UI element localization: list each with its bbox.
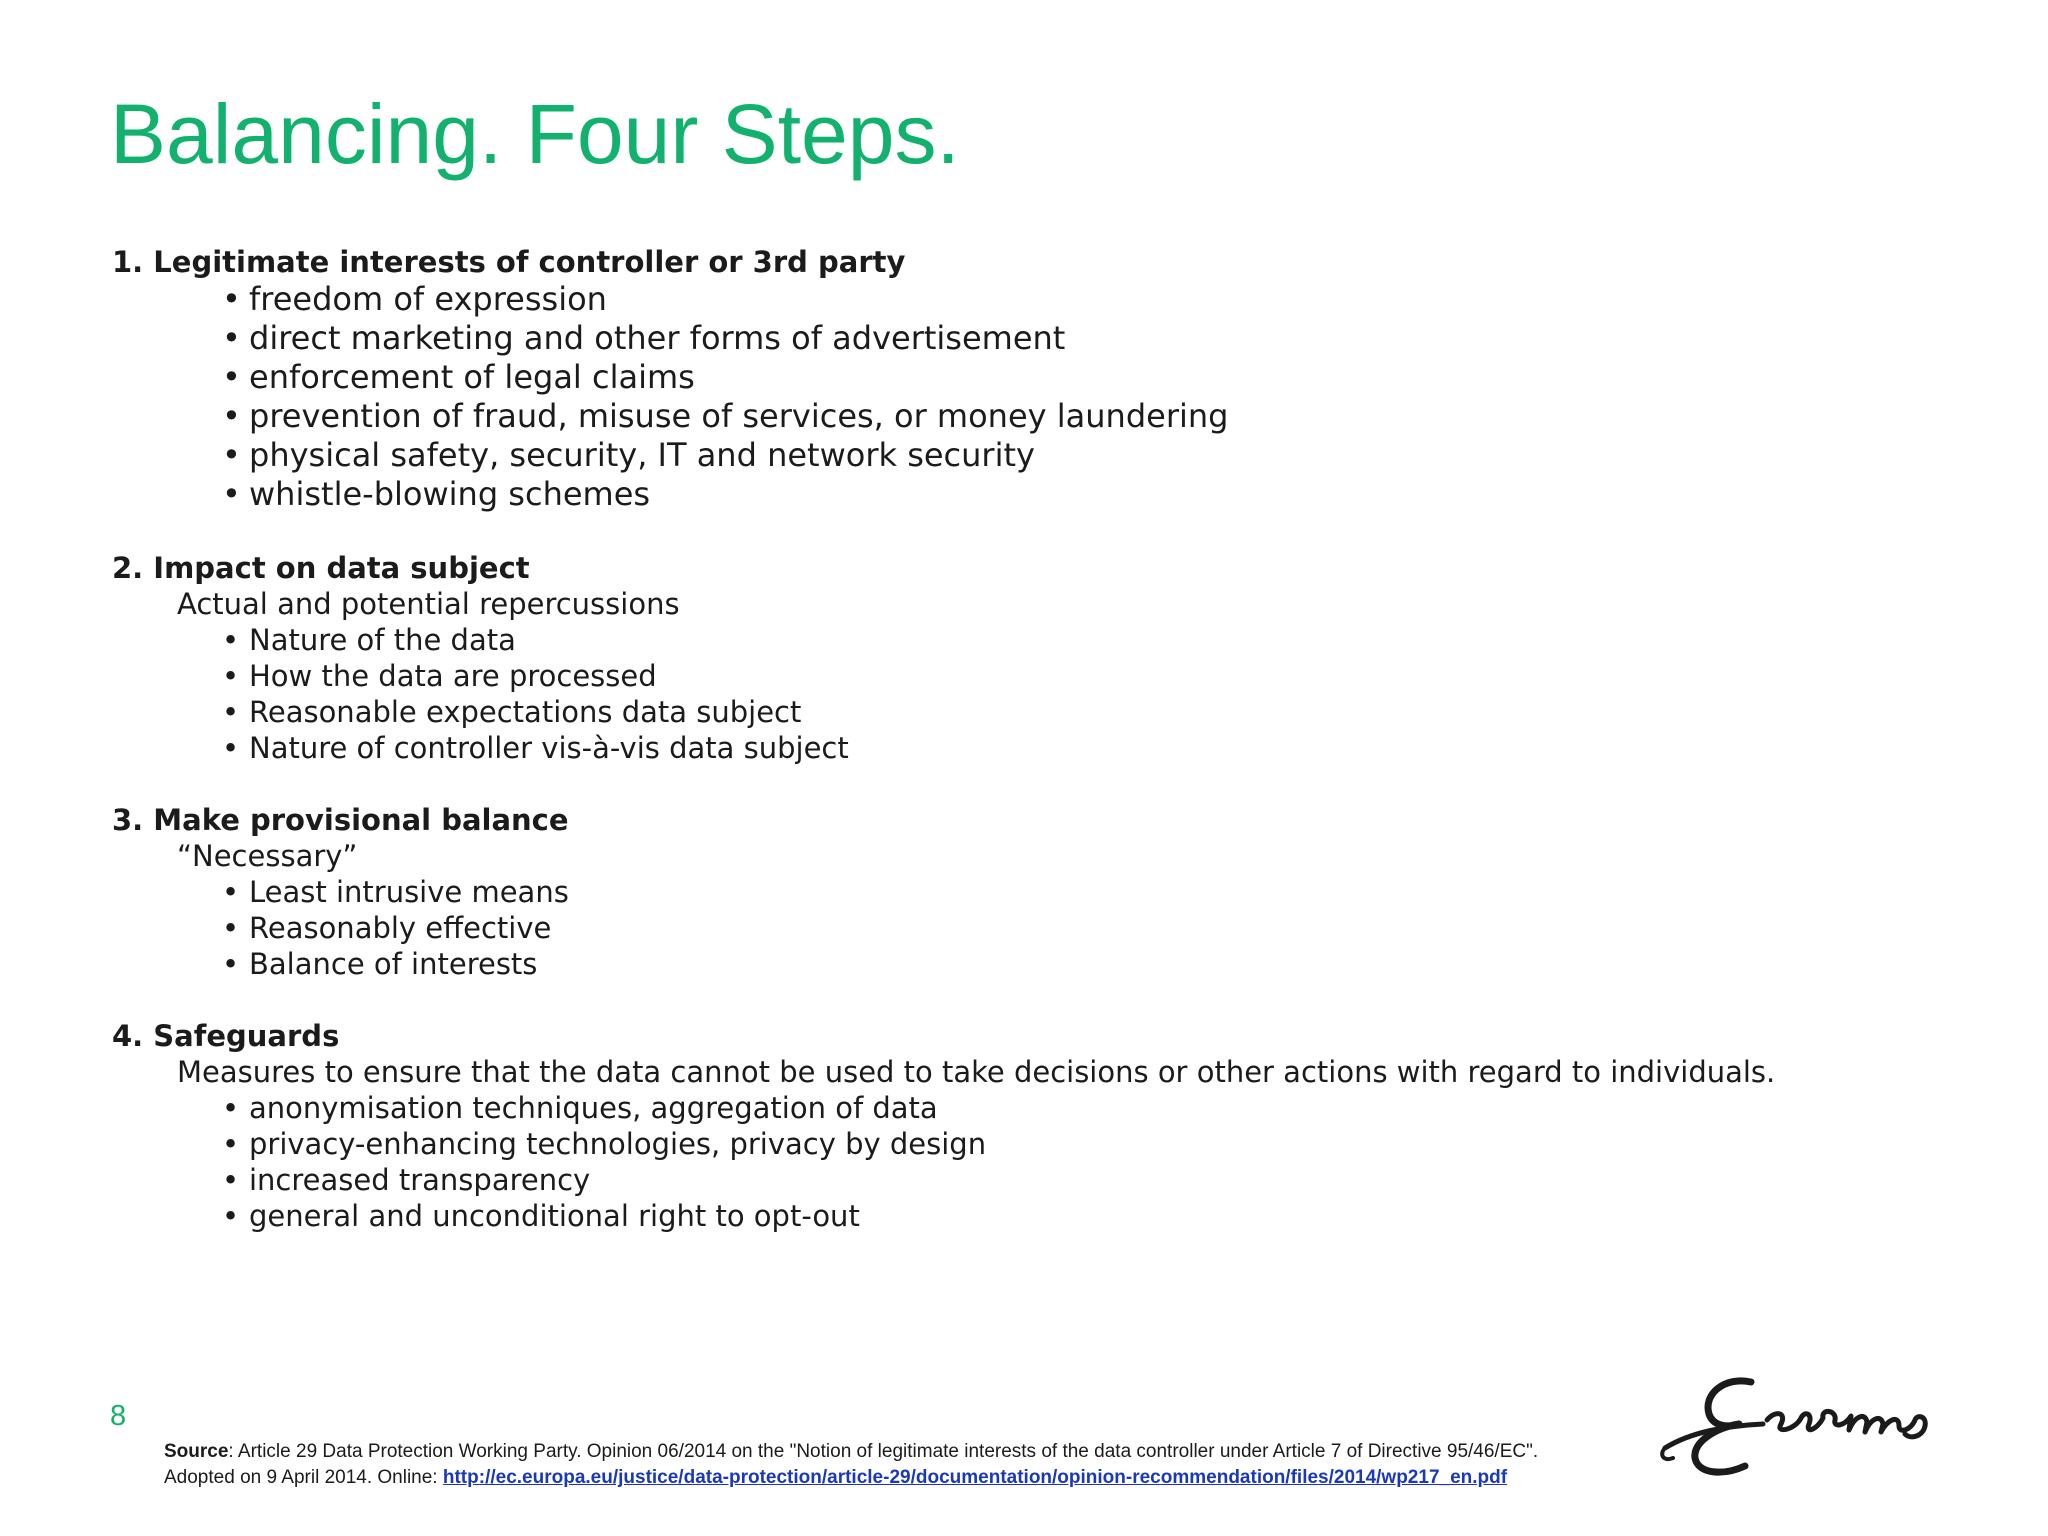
section-safeguards bbox=[112, 1018, 1972, 1234]
section-subtitle: Measures to ensure that the data cannot be used to take decisions or other actions with regard to individuals. bbox=[177, 1055, 1776, 1089]
section-legitimate-interests bbox=[112, 244, 1972, 514]
list-item: • Nature of the data bbox=[222, 622, 1972, 658]
section-subtitle: Actual and potential repercussions bbox=[177, 587, 680, 621]
section-title: 2. Impact on data subject bbox=[112, 551, 530, 585]
source-link[interactable]: http://ec.europa.eu/justice/data-protection/article-29/documentation/opinion-recommendation/files/2014/wp217_en.pdf bbox=[442, 1467, 1508, 1488]
source-prefix: Adopted on 9 April 2014. Online: bbox=[164, 1467, 443, 1488]
list-item: • whistle-blowing schemes bbox=[222, 475, 1972, 514]
bullet-list bbox=[112, 622, 1972, 766]
section-provisional-balance bbox=[112, 802, 1972, 982]
bullet-list bbox=[112, 280, 1972, 514]
list-item: • How the data are processed bbox=[222, 658, 1972, 694]
source-citation bbox=[164, 1439, 1538, 1491]
bullet-list bbox=[112, 874, 1972, 982]
section-title: 3. Make provisional balance bbox=[112, 803, 569, 837]
list-item: • Reasonable expectations data subject bbox=[222, 694, 1972, 730]
list-item: • increased transparency bbox=[222, 1162, 1972, 1198]
list-item: • prevention of fraud, misuse of services, or money laundering bbox=[222, 397, 1972, 436]
section-title: 4. Safeguards bbox=[112, 1019, 340, 1053]
list-item: • freedom of expression bbox=[222, 280, 1972, 319]
list-item: • physical safety, security, IT and network security bbox=[222, 436, 1972, 475]
slide-title: Balancing. Four Steps. bbox=[110, 87, 960, 181]
source-line-1 bbox=[164, 1439, 1538, 1465]
bullet-list bbox=[112, 1090, 1972, 1234]
logo-flourish bbox=[1662, 1448, 1673, 1459]
erasmus-logo bbox=[1655, 1370, 1955, 1480]
source-line-2 bbox=[164, 1465, 1538, 1491]
list-item: • privacy-enhancing technologies, privacy by design bbox=[222, 1126, 1972, 1162]
list-item: • Least intrusive means bbox=[222, 874, 1972, 910]
section-impact bbox=[112, 550, 1972, 766]
list-item: • Nature of controller vis-à-vis data subject bbox=[222, 730, 1972, 766]
section-title: 1. Legitimate interests of controller or 3rd party bbox=[112, 245, 906, 279]
source-label: Source bbox=[164, 1441, 229, 1462]
section-subtitle: “Necessary” bbox=[177, 839, 358, 873]
logo-script bbox=[1767, 1411, 1925, 1436]
list-item: • enforcement of legal claims bbox=[222, 358, 1972, 397]
list-item: • general and unconditional right to opt-out bbox=[222, 1198, 1972, 1234]
list-item: • Balance of interests bbox=[222, 946, 1972, 982]
page-number: 8 bbox=[110, 1400, 127, 1432]
slide-content bbox=[112, 244, 1972, 1270]
list-item: • direct marketing and other forms of advertisement bbox=[222, 319, 1972, 358]
source-text: : Article 29 Data Protection Working Party. Opinion 06/2014 on the "Notion of legitimate interests of the data controller under Article 7 of Directive 95/46/EC". bbox=[228, 1441, 1539, 1462]
list-item: • anonymisation techniques, aggregation of data bbox=[222, 1090, 1972, 1126]
list-item: • Reasonably effective bbox=[222, 910, 1972, 946]
